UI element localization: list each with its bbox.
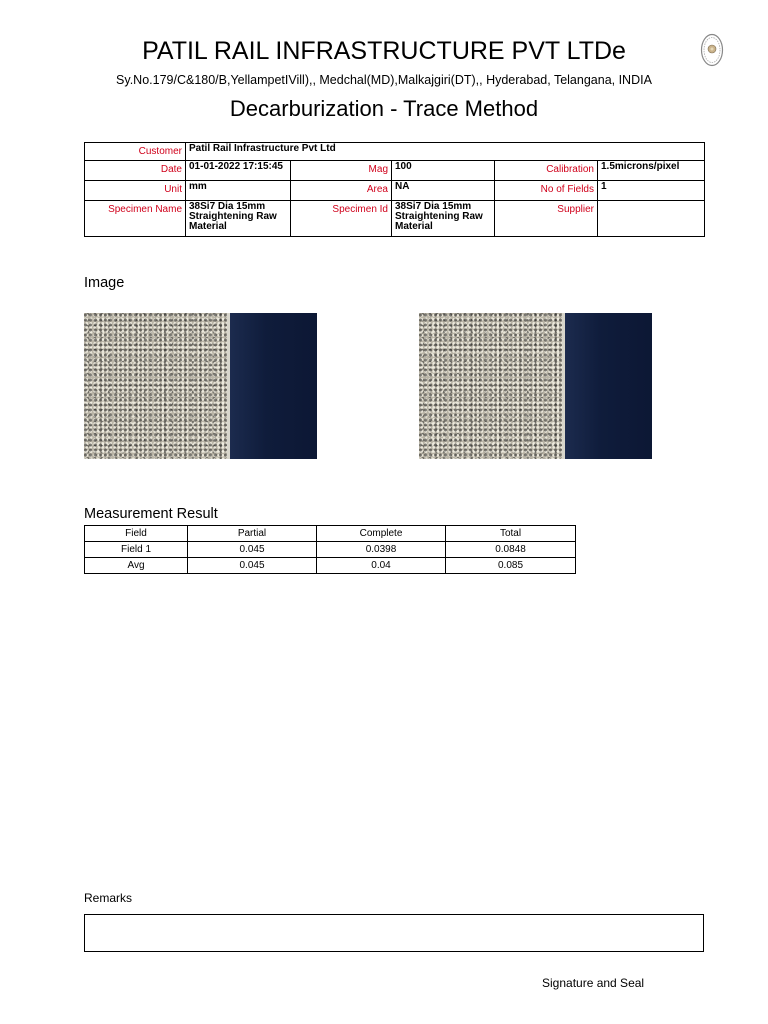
specimen-row	[85, 201, 705, 237]
cell-complete: 0.04	[317, 558, 446, 574]
specimen-id-value: 38Si7 Dia 15mm Straightening Raw Material	[392, 201, 495, 237]
measurement-section-label: Measurement Result	[84, 506, 218, 522]
supplier-label: Supplier	[495, 201, 598, 237]
cell-complete: 0.0398	[317, 542, 446, 558]
mag-label: Mag	[291, 161, 392, 181]
specimen-name-value: 38Si7 Dia 15mm Straightening Raw Material	[186, 201, 291, 237]
cell-total: 0.0848	[446, 542, 576, 558]
area-value: NA	[392, 181, 495, 201]
cell-total: 0.085	[446, 558, 576, 574]
cell-partial: 0.045	[188, 542, 317, 558]
mounting-resin	[227, 313, 317, 459]
steel-surface	[84, 313, 230, 459]
company-seal-icon	[700, 33, 724, 67]
customer-label: Customer	[85, 143, 186, 161]
specimen-name-label: Specimen Name	[85, 201, 186, 237]
specimen-id-label: Specimen Id	[291, 201, 392, 237]
supplier-value	[598, 201, 705, 237]
mounting-resin	[562, 313, 652, 459]
company-name: PATIL RAIL INFRASTRUCTURE PVT LTDe	[142, 37, 626, 65]
fields-label: No of Fields	[495, 181, 598, 201]
calibration-value: 1.5microns/pixel	[598, 161, 705, 181]
header-total: Total	[446, 526, 576, 542]
date-value: 01-01-2022 17:15:45	[186, 161, 291, 181]
area-label: Area	[291, 181, 392, 201]
remarks-label: Remarks	[84, 891, 133, 905]
unit-label: Unit	[85, 181, 186, 201]
header-partial: Partial	[188, 526, 317, 542]
image-section-label: Image	[84, 275, 125, 291]
measurement-header-row	[85, 526, 576, 542]
report-title: Decarburization - Trace Method	[229, 96, 539, 121]
cell-field: Avg	[85, 558, 188, 574]
header-complete: Complete	[317, 526, 446, 542]
date-row	[85, 161, 705, 181]
mag-value: 100	[392, 161, 495, 181]
fields-value: 1	[598, 181, 705, 201]
unit-row	[85, 181, 705, 201]
customer-row	[85, 143, 705, 161]
steel-surface	[419, 313, 565, 459]
calibration-label: Calibration	[495, 161, 598, 181]
micrograph-image-2	[419, 313, 652, 459]
customer-value: Patil Rail Infrastructure Pvt Ltd	[186, 143, 705, 161]
header-field: Field	[85, 526, 188, 542]
company-address: Sy.No.179/C&180/B,YellampetIVill),, Medchal(MD),Malkajgiri(DT),, Hyderabad, Telangana, INDIA	[116, 73, 652, 87]
micrograph-image-1	[84, 313, 317, 459]
unit-value: mm	[186, 181, 291, 201]
specimen-info-table	[84, 142, 705, 237]
table-row	[85, 558, 576, 574]
date-label: Date	[85, 161, 186, 181]
signature-label: Signature and Seal	[542, 976, 645, 990]
measurement-table	[84, 525, 576, 574]
cell-partial: 0.045	[188, 558, 317, 574]
table-row	[85, 542, 576, 558]
cell-field: Field 1	[85, 542, 188, 558]
remarks-box	[84, 914, 704, 952]
